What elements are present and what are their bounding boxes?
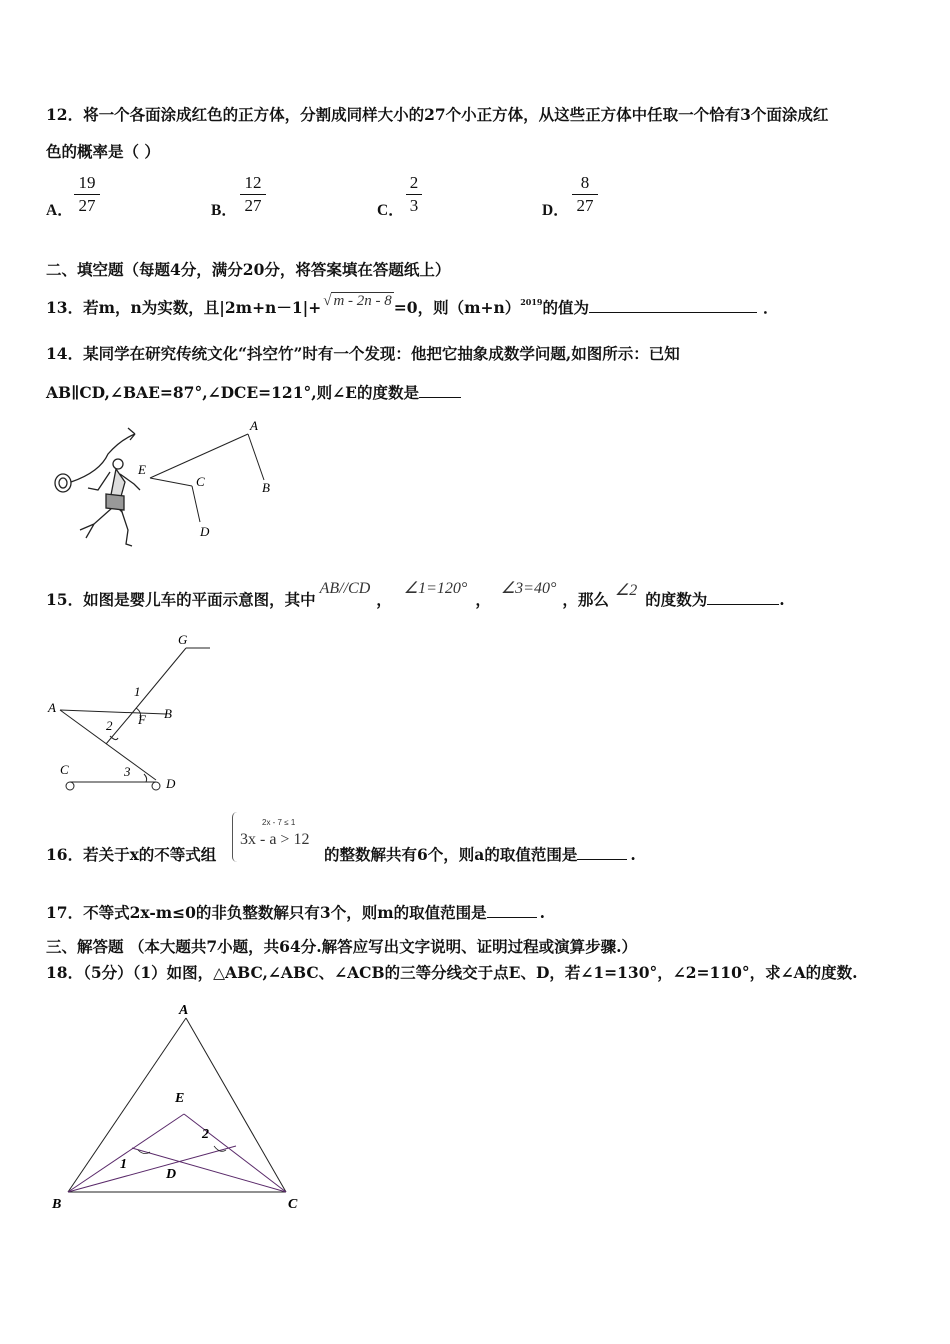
q12-line2: 色的概率是（ ）	[46, 142, 160, 161]
q17-answer-blank[interactable]	[487, 903, 537, 918]
q15-ask-angle2: ∠2	[614, 582, 638, 599]
option-fraction: 2 3	[406, 173, 422, 216]
q15-comma: ，	[376, 590, 392, 609]
label-e: E	[138, 462, 146, 477]
q16-suffix: 的整数解共有6个，则a的取值范围是	[324, 845, 578, 864]
label-c: C	[196, 474, 205, 489]
label-d: D	[166, 776, 176, 791]
q16-system-brace	[232, 812, 237, 862]
q16-prefix: 16．若关于x的不等式组	[46, 845, 217, 864]
q15-prefix: 15．如图是婴儿车的平面示意图，其中	[46, 590, 316, 609]
q18-text: 18．（5分）（1）如图，△ABC,∠ABC、∠ACB的三等分线交于点E、D，若∠1=130°，∠2=110°，求∠A的度数.	[46, 963, 858, 982]
q14-line2-text: AB∥CD,∠BAE=87°,∠DCE=121°,则∠E的度数是	[46, 383, 419, 402]
q13-prefix: 13．若m，n为实数，且|2m+n－1|+	[46, 298, 322, 317]
q15	[46, 580, 785, 610]
label-d: D	[166, 1167, 177, 1182]
label-c: C	[60, 762, 69, 777]
q16-answer-blank[interactable]	[577, 845, 627, 860]
q15-answer-blank[interactable]	[707, 590, 779, 605]
q13-radical: √ m - 2n - 8	[323, 293, 392, 309]
trisector-bd	[68, 1146, 236, 1192]
label-c: C	[288, 1197, 298, 1212]
q15-cond-angle3: ∠3=40°	[500, 580, 557, 597]
segment-gf	[128, 648, 186, 718]
q14-answer-blank[interactable]	[419, 383, 461, 398]
label-angle-1: 1	[134, 684, 141, 699]
q15-cond-angle1: ∠1=120°	[403, 580, 468, 597]
label-f: F	[138, 712, 146, 727]
q13-exponent: 2019	[520, 296, 543, 307]
segment-ab	[60, 710, 166, 714]
option-fraction: 12 27	[240, 173, 266, 216]
label-b: B	[52, 1197, 62, 1212]
q17-end: .	[539, 903, 546, 922]
segment-cd	[192, 486, 200, 522]
trisector-cd	[132, 1148, 286, 1192]
label-b: B	[164, 706, 172, 721]
option-fraction: 19 27	[74, 173, 100, 216]
section-3-title: 三、解答题 （本大题共7小题，共64分.解答应写出文字说明、证明过程或演算步骤.）	[46, 937, 638, 956]
q15-figure	[46, 628, 226, 798]
side-ac	[186, 1018, 286, 1192]
q16-rest	[324, 843, 636, 865]
segment-ab	[248, 434, 264, 480]
q15-suffix: 的度数为	[645, 590, 708, 609]
q14-line2	[46, 381, 461, 403]
q15-end: .	[779, 590, 785, 609]
q14-figure	[50, 412, 290, 552]
kongzhu-player-illustration	[55, 428, 140, 546]
q12-line1: 12．将一个各面涂成红色的正方体，分割成同样大小的27个小正方体，从这些正方体中任取一个恰有3个面涂成红	[46, 105, 829, 124]
q16-end: .	[630, 845, 636, 864]
label-g: G	[178, 632, 188, 647]
label-angle-2: 2	[202, 1127, 209, 1142]
label-a: A	[48, 700, 56, 715]
q13-end: ．	[763, 298, 779, 317]
q13-answer-blank[interactable]	[589, 298, 757, 313]
q13-suffix2: 的值为	[542, 298, 590, 317]
option-label: A．	[46, 202, 73, 219]
side-ab	[68, 1018, 186, 1192]
wheel-d	[152, 782, 160, 790]
wheel-c	[66, 782, 74, 790]
angle-3-arc	[144, 774, 147, 782]
label-a: A	[179, 1003, 189, 1018]
q16-inequality-2: 3x - a > 12	[240, 831, 310, 848]
q13-suffix: =0，则（m+n）	[393, 298, 521, 317]
label-angle-3: 3	[124, 764, 131, 779]
q13	[46, 293, 779, 318]
q15-comma: ，	[475, 590, 491, 609]
q13-radicand: m - 2n - 8	[333, 293, 392, 309]
label-e: E	[175, 1091, 185, 1106]
label-d: D	[200, 524, 210, 539]
q17	[46, 901, 545, 923]
option-fraction: 8 27	[572, 173, 598, 216]
section-2-title: 二、填空题（每题4分，满分20分，将答案填在答题纸上）	[46, 260, 451, 279]
option-label: B．	[211, 202, 237, 219]
q17-text: 17．不等式2x-m≤0的非负整数解只有3个，则m的取值范围是	[46, 903, 487, 922]
q15-cond-parallel: AB//CD	[319, 580, 371, 597]
q14-geometry	[150, 434, 264, 522]
q15-mid: ，那么	[562, 590, 609, 609]
label-angle-1: 1	[120, 1157, 127, 1172]
label-angle-2: 2	[106, 718, 113, 733]
option-label: C．	[377, 202, 404, 219]
label-a: A	[250, 418, 258, 433]
q16-inequality-1: 2x - 7 ≤ 1	[262, 818, 296, 827]
q18-figure	[46, 996, 326, 1218]
segment-ec	[150, 478, 192, 486]
segment-ea	[150, 434, 248, 478]
q14-line1: 14．某同学在研究传统文化“抖空竹”时有一个发现：他把它抽象成数学问题,如图所示：已知	[46, 344, 680, 363]
label-b: B	[262, 480, 270, 495]
trisector-ce	[184, 1114, 286, 1192]
option-label: D．	[542, 202, 569, 219]
